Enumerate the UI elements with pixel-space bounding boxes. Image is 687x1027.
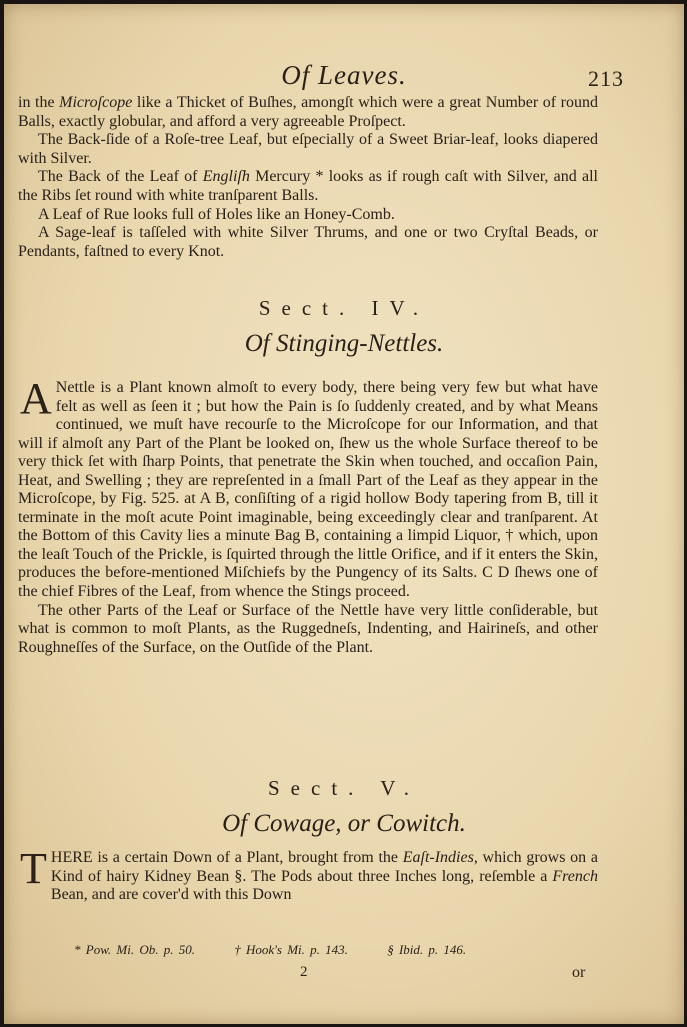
footnote: † Hook's Mi. p. 143. [234,942,348,957]
running-title: Of Leaves. [281,60,407,90]
section-subtitle: Of Cowage, or Cowitch. [222,810,466,837]
paragraph: The Back-ſide of a Roſe-tree Leaf, but eſpecially of a Sweet Briar-leaf, looks diapered with Silver. [18,131,598,167]
section-heading: Sect. IV. [258,296,430,320]
paragraph: The Back of the Leaf of Engliſh Mercury * looks as if rough caſt with Silver, and all the Ribs ſet round with white tranſparent Balls. [18,168,598,204]
section-heading: Sect. V. [268,776,420,800]
footnote: * Pow. Mi. Ob. p. 50. [74,942,195,957]
signature-mark: 2 [300,964,308,980]
paragraph: A Nettle is a Plant known almoſt to every body, there being very few but what have felt as well as ſeen it ; but how the Pain is ſo ſuddenly created, and by what Means continued, we muſt have recourſe to the Microſcope for our Information, and that will if almoſt any Part of the Plant be looked on, ſhew us the whole Surface thereof to be very thick ſet with ſharp Points, that penetrate the Skin when touched, and occaſion Pain, Heat, and Swelling ; they are repreſented in a ſmall Part of the Leaf as they appear in the Microſcope, by Fig. 525. at A B, conſiſting of a rigid hollow Body tapering from B, till it terminate in the moſt acute Point imaginable, being exceedingly clear and tranſparent. At the Bottom of this Cavity lies a minute Bag B, containing a limpid Liquor, † which, upon the leaſt Touch of the Prickle, is ſquirted through the little Orifice, and if it enters the Skin, produces the before-mentioned Miſchiefs by the Pungency of its Salts. C D ſhews one of the chief Fibres of the Leaf, from whence the Stings proceed. [18,374,598,601]
footnotes [74,942,594,958]
text-block-leaves [18,94,598,261]
paragraph: The other Parts of the Leaf or Surface of the Nettle have very little conſiderable, but what is common to moſt Plants, as the Ruggedneſs, Indenting, and Hairineſs, and other Roughneſſes of the Surface, on the Outſide of the Plant. [18,601,598,656]
book-page [4,4,684,1024]
catchword: or [572,964,586,981]
section-subtitle: Of Stinging-Nettles. [244,330,444,357]
page-number: 213 [588,66,624,91]
text-block-nettles [18,374,598,657]
text-block-cowage [18,844,598,905]
paragraph: THERE is a certain Down of a Plant, brought from the Eaſt-Indies, which grows on a Kind of hairy Kidney Bean §. The Pods about three Inches long, reſemble a French Bean, and are cover'd with this Down [20,844,598,904]
paragraph: in the Microſcope like a Thicket of Buſhes, amongſt which were a great Number of round Balls, exactly globular, and afford a very agreeable Proſpect. [18,94,598,130]
drop-cap: T [20,844,47,893]
footnote: § Ibid. p. 146. [387,942,467,957]
drop-cap: A [20,374,52,423]
paragraph: A Leaf of Rue looks full of Holes like an Honey-Comb. [38,205,395,223]
paragraph: A Sage-leaf is taſſeled with white Silver Thrums, and one or two Cryſtal Beads, or Pendants, faſtned to every Knot. [18,224,598,260]
